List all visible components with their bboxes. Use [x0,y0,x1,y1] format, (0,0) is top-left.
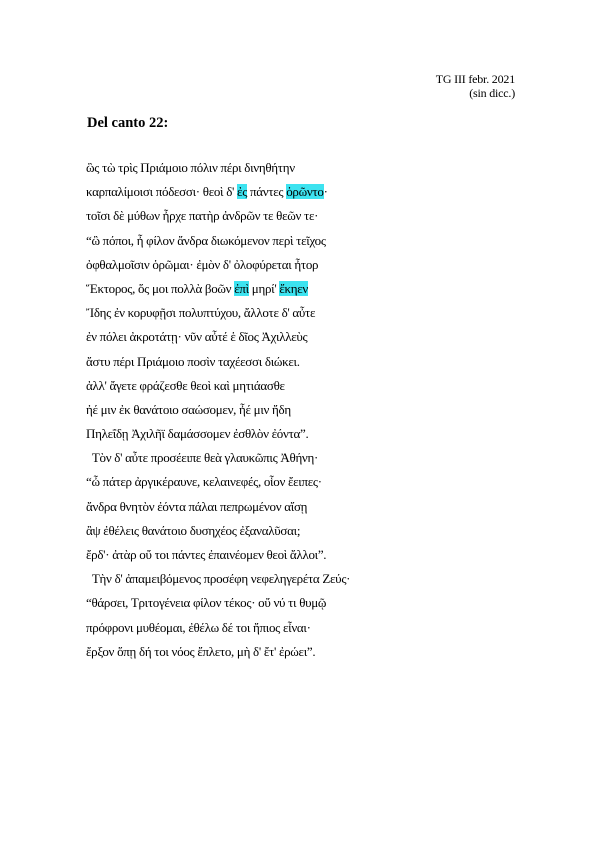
line-text: Τὴν δ' ἀπαμειβόμενος προσέφη νεφεληγερέτα Ζεύς· [86,571,351,587]
line-text: ἄνδρα θνητὸν ἐόντα πάλαι πεπρωμένον αἴσῃ [86,498,308,514]
poem-line [86,301,350,325]
line-text: πάντες [247,184,287,200]
line-text: μηρί' [248,280,280,296]
poem-line [86,325,350,349]
poem-line [86,446,350,470]
line-text: ἔρδ'· ἀτὰρ οὔ τοι πάντες ἐπαινέομεν θεοὶ ἄλλοι”. [86,547,327,562]
line-text: “ὦ πάτερ ἀργικέραυνε, κελαινεφές, οἷον ἔειπες· [86,474,322,490]
poem-line [86,519,350,543]
line-text: ἀλλ' ἄγετε φράζεσθε θεοὶ καὶ μητιάασθε [86,377,285,393]
line-text: Πηλεΐδῃ Ἀχιλῆϊ δαμάσσομεν ἐσθλὸν ἐόντα”. [86,426,309,442]
line-text: τοῖσι δὲ μύθων ἦρχε πατὴρ ἀνδρῶν τε θεῶν τε· [86,208,319,224]
poem-line [86,567,350,591]
poem-line [86,277,350,301]
poem-line [86,374,350,398]
line-text: πρόφρονι μυθέομαι, ἐθέλω δέ τοι ἤπιος εἶναι· [86,619,311,635]
highlighted-word: ἔκηεν [279,280,308,296]
date-header [436,72,515,100]
line-text: ἄστυ πέρι Πριάμοιο ποσὶν ταχέεσσι διώκει. [86,353,300,369]
line-text: καρπαλίμοισι πόδεσσι· θεοὶ δ' [86,184,238,200]
poem-line [86,229,350,253]
poem-line [86,591,350,615]
poem-line [86,640,350,664]
poem-line [86,204,350,228]
poem-line [86,495,350,519]
date-line: TG III febr. 2021 [435,72,515,86]
line-text: Τὸν δ' αὖτε προσέειπε θεὰ γλαυκῶπις Ἀθήνη· [86,450,319,466]
poem-line [86,156,350,180]
line-text: ἐν πόλει ἀκροτάτῃ· νῦν αὖτέ ἑ δῖος Ἀχιλλεὺς [86,329,308,345]
poem-text [86,156,350,664]
poem-line [86,398,350,422]
line-text: “θάρσει, Τριτογένεια φίλον τέκος· οὔ νύ τι θυμῷ [86,595,327,611]
poem-line [86,422,350,446]
line-text: ἔρξον ὅπῃ δή τοι νόος ἔπλετο, μὴ δ' ἔτ' ἐρώει”. [86,643,316,659]
line-text: Ἕκτορος, ὅς μοι πολλὰ βοῶν [86,280,235,296]
highlighted-word: ὁρῶντο [286,184,324,200]
poem-line [86,616,350,640]
line-text: “ὢ πόποι, ἦ φίλον ἄνδρα διωκόμενον περὶ τεῖχος [86,232,326,248]
highlighted-word: ἐπὶ [234,280,249,296]
line-text: Ἴδης ἐν κορυφῇσι πολυπτύχου, ἄλλοτε δ' αὖτε [86,305,316,321]
poem-line [86,253,350,277]
line-text: ἂψ ἐθέλεις θανάτοιο δυσηχέος ἐξαναλῦσαι; [86,522,301,538]
section-heading: Del canto 22: [87,115,169,131]
line-text: ὀφθαλμοῖσιν ὁρῶμαι· ἐμὸν δ' ὀλοφύρεται ἦτορ [86,256,319,272]
line-text: · [323,184,328,200]
poem-line [86,180,350,204]
note-line: (sin dicc.) [469,86,515,100]
highlighted-word: ἐς [237,184,248,200]
line-text: ἠέ μιν ἐκ θανάτοιο σαώσομεν, ἦέ μιν ἤδη [86,401,291,417]
poem-line [86,470,350,494]
poem-line [86,350,350,374]
line-text: ὣς τὼ τρὶς Πριάμοιο πόλιν πέρι δινηθήτην [86,160,295,175]
poem-line [86,543,350,567]
